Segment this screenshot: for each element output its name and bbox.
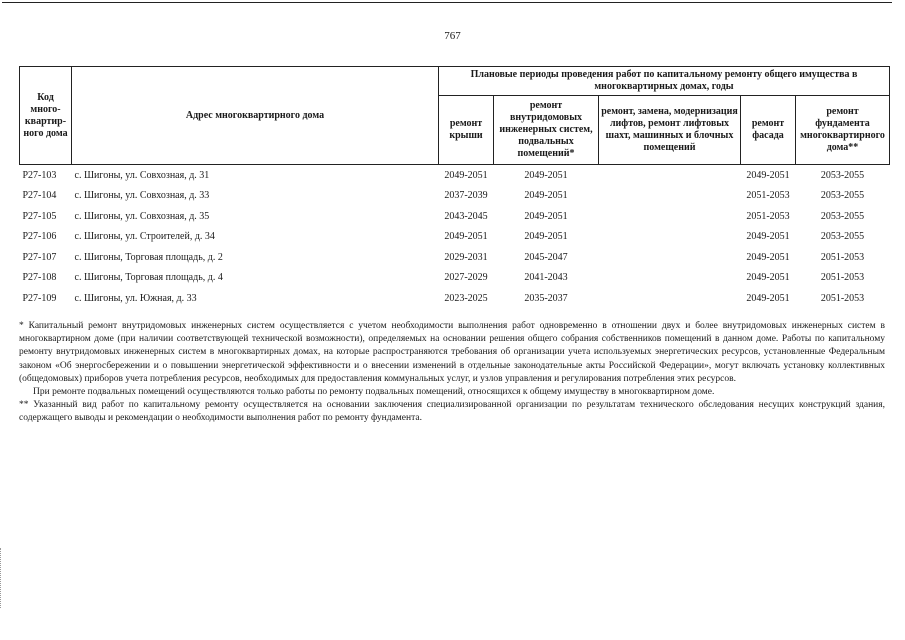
cell-elevators — [599, 247, 741, 268]
table-row — [20, 247, 890, 268]
cell-foundation: 2053-2055 — [820, 210, 865, 222]
cell-elevators — [599, 288, 741, 309]
cell-facade: 2049-2051 — [746, 251, 790, 263]
cell-facade: 2049-2051 — [746, 272, 790, 284]
cell-engineering: 2049-2051 — [524, 190, 568, 202]
cell-facade: 2051-2053 — [746, 210, 790, 222]
header-facade: ремонт фасада — [741, 96, 796, 165]
cell-roof: 2049-2051 — [444, 231, 488, 243]
cell-elevators — [599, 227, 741, 248]
cell-code: Р27-106 — [22, 231, 57, 243]
header-code: Код много-квартир-ного дома — [20, 67, 72, 165]
cell-elevators — [599, 268, 741, 289]
cell-address: с. Шигоны, ул. Совхозная, д. 35 — [74, 210, 210, 222]
cell-engineering: 2049-2051 — [524, 169, 568, 181]
table-row — [20, 268, 890, 289]
cell-address: с. Шигоны, ул. Южная, д. 33 — [74, 292, 197, 304]
footnote-foundation: ** Указанный вид работ по капитальному ремонту осуществляется на основании заключения специализированной организации по результатам технического обследования несущих конструкций здания, содержащего выводы и рекомендации о необходимости выполнения работ по ремонту фундамента. — [19, 400, 885, 424]
cell-foundation: 2053-2055 — [820, 190, 865, 202]
cell-code: Р27-103 — [22, 169, 57, 181]
cell-address: с. Шигоны, ул. Совхозная, д. 31 — [74, 169, 210, 181]
cell-code: Р27-104 — [22, 190, 57, 202]
page-number: 767 — [444, 30, 461, 42]
header-elevators: ремонт, замена, модернизация лифтов, ремонт лифтовых шахт, машинных и блочных помещений — [599, 96, 741, 165]
scan-edge-mark — [0, 548, 4, 608]
cell-code: Р27-109 — [22, 292, 57, 304]
cell-address: с. Шигоны, Торговая площадь, д. 4 — [74, 272, 223, 284]
cell-engineering: 2045-2047 — [524, 251, 568, 263]
cell-elevators — [599, 186, 741, 207]
header-row-1 — [20, 67, 890, 96]
cell-roof: 2049-2051 — [444, 169, 488, 181]
table-row — [20, 165, 890, 186]
cell-facade: 2049-2051 — [746, 292, 790, 304]
cell-engineering: 2049-2051 — [524, 210, 568, 222]
cell-foundation: 2051-2053 — [820, 292, 865, 304]
table-row — [20, 186, 890, 207]
header-engineering: ремонт внутридомовых инженерных систем, подвальных помещений* — [494, 96, 599, 165]
cell-address: с. Шигоны, ул. Совхозная, д. 33 — [74, 190, 210, 202]
cell-roof: 2023-2025 — [444, 292, 488, 304]
cell-foundation: 2053-2055 — [820, 169, 865, 181]
repair-schedule-table — [19, 66, 890, 309]
header-roof: ремонт крыши — [439, 96, 494, 165]
cell-roof: 2043-2045 — [444, 210, 488, 222]
table-row — [20, 227, 890, 248]
cell-elevators — [599, 206, 741, 227]
cell-engineering: 2041-2043 — [524, 272, 568, 284]
cell-code: Р27-108 — [22, 272, 57, 284]
cell-facade: 2051-2053 — [746, 190, 790, 202]
cell-facade: 2049-2051 — [746, 169, 790, 181]
header-periods-group: Плановые периоды проведения работ по капитальному ремонту общего имущества в многоквартирных домах, годы — [439, 67, 890, 96]
cell-roof: 2029-2031 — [444, 251, 488, 263]
cell-engineering: 2035-2037 — [524, 292, 568, 304]
header-foundation: ремонт фундамента многоквартирного дома** — [796, 96, 890, 165]
cell-engineering: 2049-2051 — [524, 231, 568, 243]
cell-elevators — [599, 165, 741, 186]
cell-foundation: 2051-2053 — [820, 272, 865, 284]
cell-address: с. Шигоны, ул. Строителей, д. 34 — [74, 231, 215, 243]
footnotes — [19, 320, 885, 426]
header-address: Адрес многоквартирного дома — [72, 67, 439, 165]
table-row — [20, 206, 890, 227]
cell-roof: 2037-2039 — [444, 190, 488, 202]
cell-foundation: 2051-2053 — [820, 251, 865, 263]
footnote-engineering: * Капитальный ремонт внутридомовых инженерных систем осуществляется с учетом необходимости выполнения работ одновременно в отношении двух и более внутридомовых инженерных систем в многоквартирном доме (при наличии соответствующей технической возможности), определяемых на основании решения общего собрания собственников помещений в данном доме. Работы по капитальному ремонту внутридомовых инженерных систем в многоквартирных домах, на которые распространяются требования об организации учета используемых энергетических ресурсов, установленные Федеральным законом «Об энергосбережении и о повышении энергетической эффективности и о внесении изменений в отдельные законодательные акты Российской Федерации», могут включать установку коллективных (общедомовых) приборов учета потребления ресурсов, необходимых для предоставления коммунальных услуг, и узлов управления и регулирования потребления этих ресурсов. — [19, 321, 885, 384]
cell-code: Р27-105 — [22, 210, 57, 222]
cell-foundation: 2053-2055 — [820, 231, 865, 243]
cell-facade: 2049-2051 — [746, 231, 790, 243]
cell-address: с. Шигоны, Торговая площадь, д. 2 — [74, 251, 223, 263]
footnote-basement: При ремонте подвальных помещений осуществляются только работы по ремонту подвальных помещений, относящихся к общему имуществу в многоквартирном доме. — [33, 387, 715, 398]
cell-code: Р27-107 — [22, 251, 57, 263]
table-row — [20, 288, 890, 309]
cell-roof: 2027-2029 — [444, 272, 488, 284]
top-rule — [2, 2, 892, 3]
